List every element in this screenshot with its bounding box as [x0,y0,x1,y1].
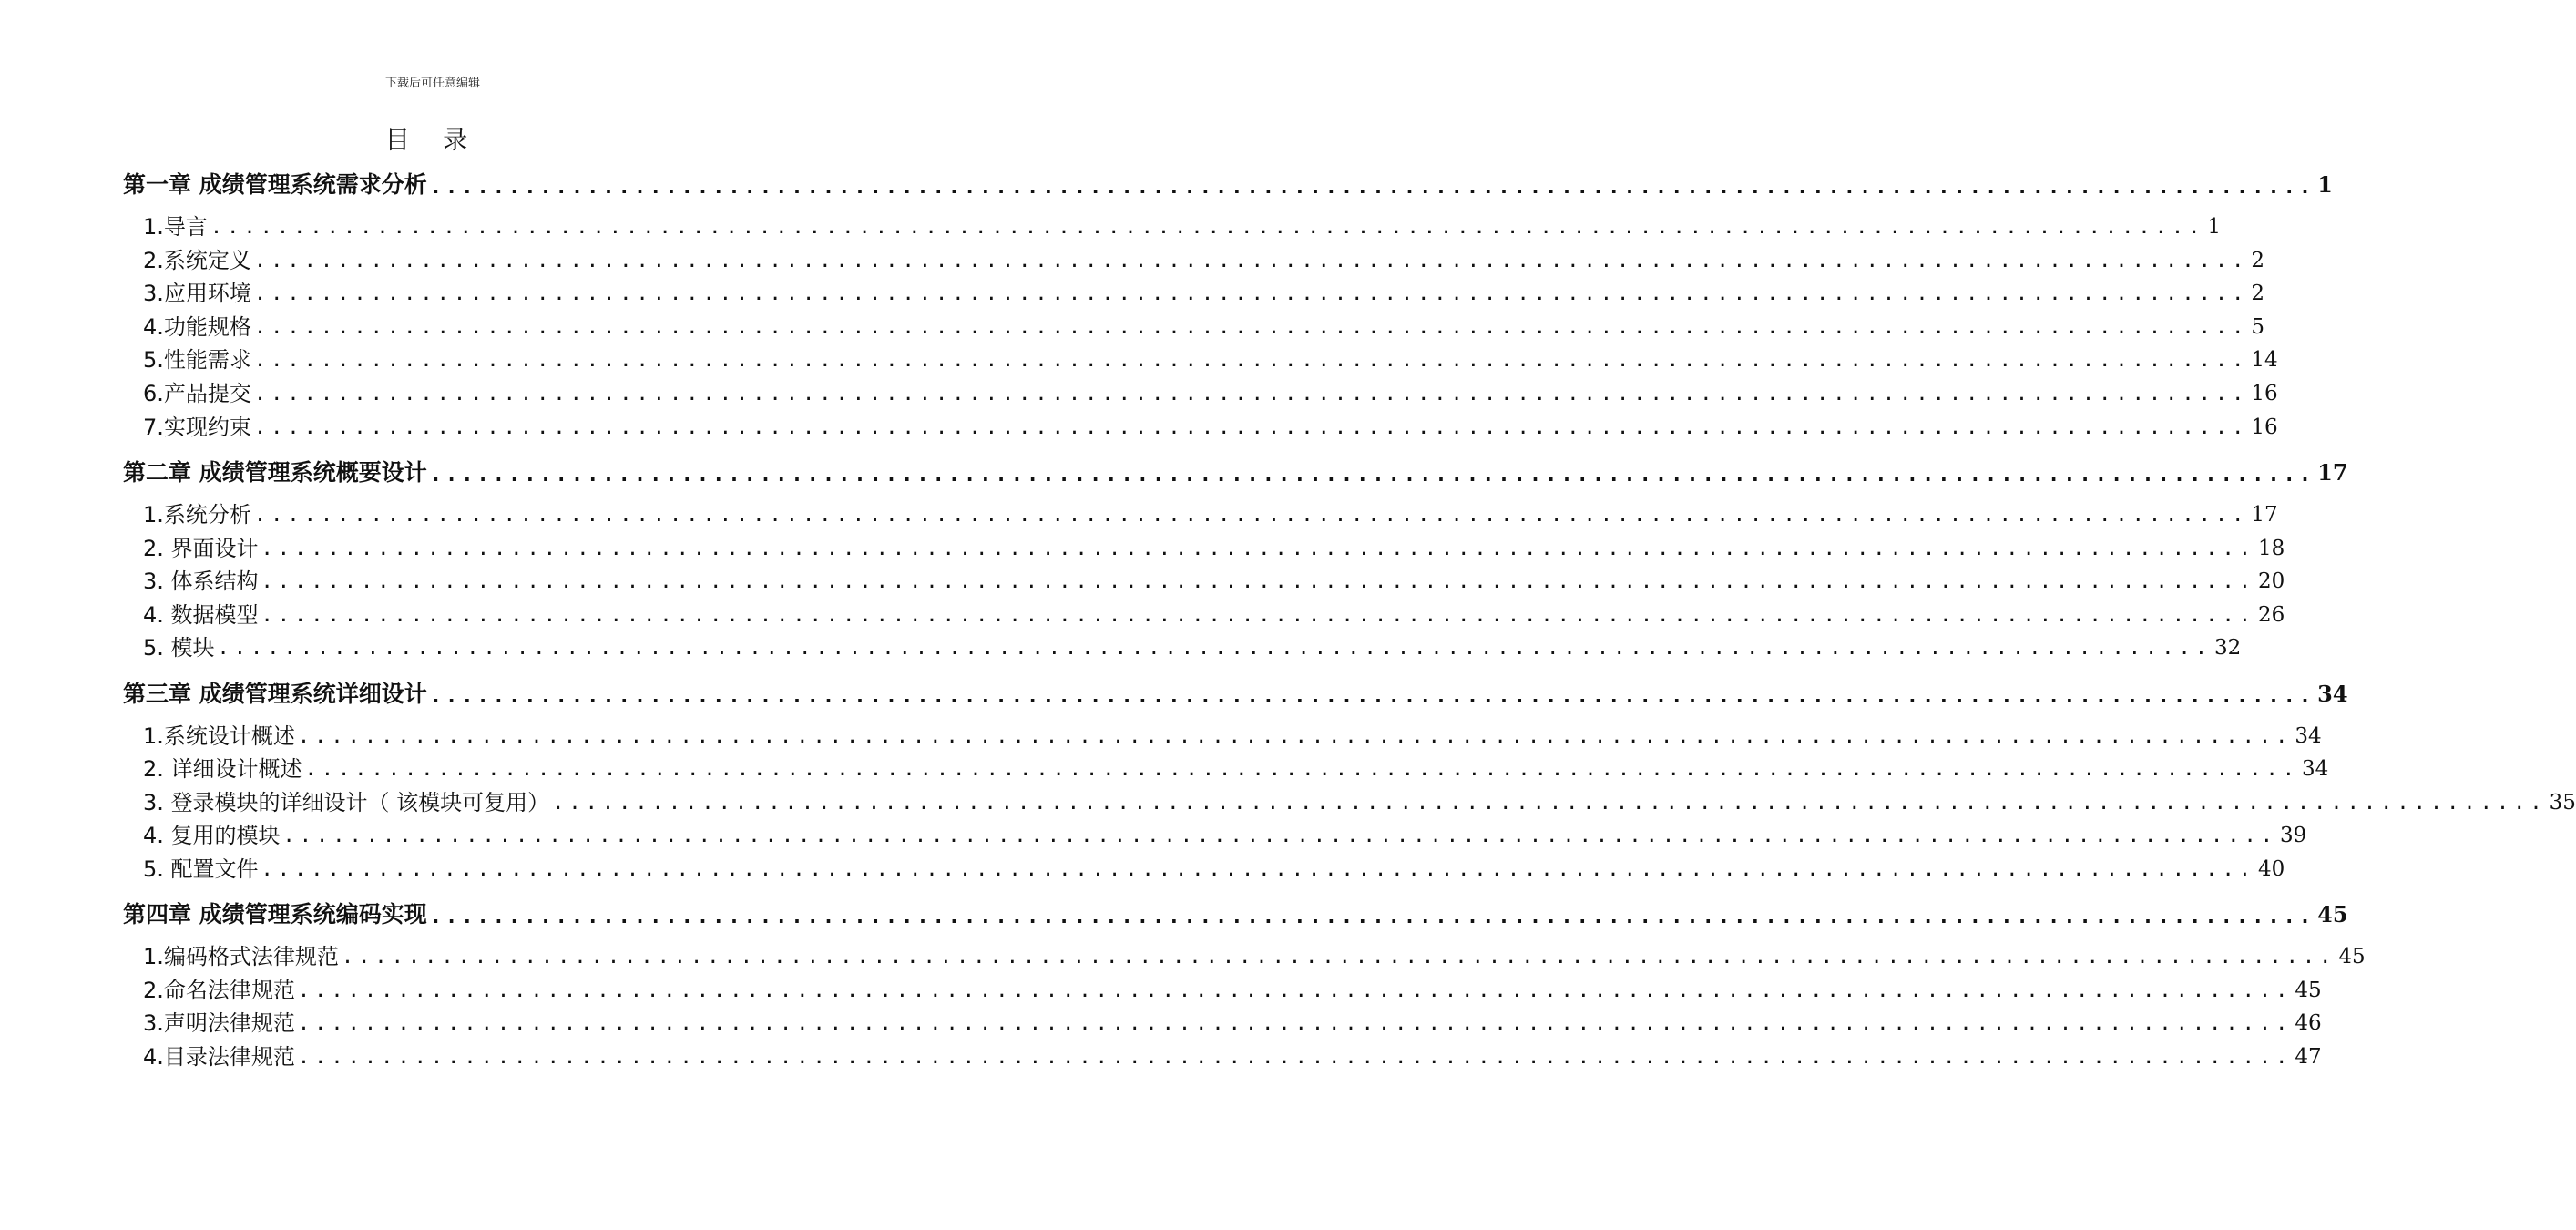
toc-item[interactable] [143,210,2221,241]
header-note: 下载后可任意编辑 [384,77,480,90]
toc-item[interactable] [143,818,2307,849]
toc-item-label: 3. 登录模块的详细设计（ 该模块可复用） [143,790,550,815]
toc-chapter-label: 第四章 成绩管理系统编码实现 [123,901,427,928]
toc-leader-dots: ........................................................................................................................ [429,906,2315,928]
toc-leader-dots: ........................................................................................................................ [304,758,2299,781]
toc-page-number: 34 [2317,681,2348,707]
toc-page-number: 5 [2251,315,2264,339]
toc-page-number: 2 [2251,282,2264,305]
toc-page-number: 32 [2213,636,2242,660]
toc-leader-dots: ........................................................................................................................ [253,316,2249,339]
toc-item-label: 4. 复用的模块 [143,823,281,848]
toc-leader-dots: ........................................................................................................................ [261,858,2255,881]
toc-chapter-3[interactable] [123,673,2348,710]
toc-leader-dots: ........................................................................................................................ [297,979,2293,1002]
toc-item-label: 7.实现约束 [143,415,251,440]
toc-page-number: 14 [2251,348,2278,372]
toc-page-number: 47 [2295,1045,2322,1069]
toc-page-number: 1 [2207,215,2221,239]
toc-leader-dots: ........................................................................................................................ [297,1012,2293,1035]
toc-item[interactable] [143,852,2285,883]
toc-leader-dots: ........................................................................................................................ [261,604,2255,627]
toc-chapter-label: 第一章 成绩管理系统需求分析 [123,171,427,198]
toc-item-label: 1.系统分析 [143,502,251,528]
toc-page-number: 17 [2251,503,2278,527]
toc-leader-dots: ........................................................................................................................ [429,685,2315,708]
toc-leader-dots: ........................................................................................................................ [217,637,2212,660]
toc-item[interactable] [143,1006,2322,1037]
toc-leader-dots: ........................................................................................................................ [253,250,2249,272]
toc-item-label: 3. 体系结构 [143,569,259,594]
toc-leader-dots: ........................................................................................................................ [297,725,2293,748]
toc-chapter-2[interactable] [123,452,2348,488]
toc-item[interactable] [143,973,2322,1004]
toc-item[interactable] [143,310,2264,341]
toc-page-number: 16 [2251,382,2278,405]
toc-leader-dots: ........................................................................................................................ [253,349,2249,372]
toc-leader-dots: ........................................................................................................................ [261,538,2255,560]
toc-item[interactable] [143,598,2285,629]
toc-page-number: 40 [2257,857,2285,881]
toc-leader-dots: ........................................................................................................................ [253,282,2249,305]
toc-leader-dots: ........................................................................................................................ [282,825,2277,847]
toc-item-label: 5. 配置文件 [143,856,259,882]
toc-item[interactable] [143,719,2322,750]
toc-item-label: 1.导言 [143,214,208,240]
toc-item[interactable] [143,497,2278,528]
toc-page-number: 18 [2257,537,2285,560]
toc-page-number: 45 [2317,901,2348,928]
page-title: 目 录 [384,127,481,155]
toc-page-number: 34 [2295,724,2322,748]
toc-page-number: 20 [2257,569,2285,593]
toc-item[interactable] [143,564,2285,595]
toc-leader-dots: ........................................................................................................................ [341,946,2336,969]
toc-item-label: 4.功能规格 [143,314,251,340]
toc-page-number: 45 [2338,945,2366,969]
toc-leader-dots: ........................................................................................................................ [210,216,2205,239]
toc-page-number: 46 [2295,1011,2322,1035]
toc-page-number: 45 [2295,979,2322,1002]
toc-leader-dots: ........................................................................................................................ [261,570,2255,593]
toc-leader-dots: ........................................................................................................................ [429,464,2315,487]
toc-item[interactable] [143,376,2278,407]
toc-leader-dots: ........................................................................................................................ [552,792,2547,815]
toc-page-number: 34 [2301,757,2329,781]
toc-leader-dots: ........................................................................................................................ [297,1046,2293,1069]
toc-item[interactable] [143,531,2285,562]
toc-item-label: 4. 数据模型 [143,602,259,628]
toc-item-label: 6.产品提交 [143,381,251,406]
toc-item-label: 1.系统设计概述 [143,723,295,749]
toc-item-label: 5. 模块 [143,635,215,661]
toc-item[interactable] [143,410,2278,441]
toc-page-number: 17 [2317,459,2348,486]
toc-page-number: 16 [2251,415,2278,439]
toc-item-label: 2. 详细设计概述 [143,756,302,782]
toc-chapter-1[interactable] [123,164,2333,200]
toc-page-number: 35 [2549,791,2576,815]
toc-leader-dots: ........................................................................................................................ [429,176,2315,199]
toc-item[interactable] [143,939,2366,970]
toc-chapter-label: 第二章 成绩管理系统概要设计 [123,459,427,486]
toc-item[interactable] [143,1040,2322,1071]
toc-chapter-label: 第三章 成绩管理系统详细设计 [123,681,427,707]
toc-page-number: 26 [2257,603,2285,627]
toc-leader-dots: ........................................................................................................................ [253,416,2249,439]
toc-item[interactable] [143,343,2278,374]
toc-item[interactable] [143,752,2329,783]
toc-item-label: 2.命名法律规范 [143,978,295,1003]
toc-leader-dots: ........................................................................................................................ [253,504,2249,527]
toc-item[interactable] [143,276,2264,307]
toc-chapter-4[interactable] [123,894,2348,930]
toc-item-label: 2.系统定义 [143,248,251,273]
toc-item-label: 4.目录法律规范 [143,1044,295,1070]
toc-item[interactable] [143,243,2264,274]
toc-page-number: 39 [2279,824,2307,847]
toc-item-label: 5.性能需求 [143,347,251,373]
toc-item-label: 3.应用环境 [143,281,251,306]
toc-item-label: 3.声明法律规范 [143,1010,295,1036]
toc-item-label: 1.编码格式法律规范 [143,944,339,969]
toc-item[interactable] [143,630,2242,661]
toc-item[interactable] [143,785,2576,816]
toc-leader-dots: ........................................................................................................................ [253,383,2249,405]
toc-item-label: 2. 界面设计 [143,536,259,561]
toc-page-number: 2 [2251,249,2264,272]
toc-page-number: 1 [2317,171,2333,198]
